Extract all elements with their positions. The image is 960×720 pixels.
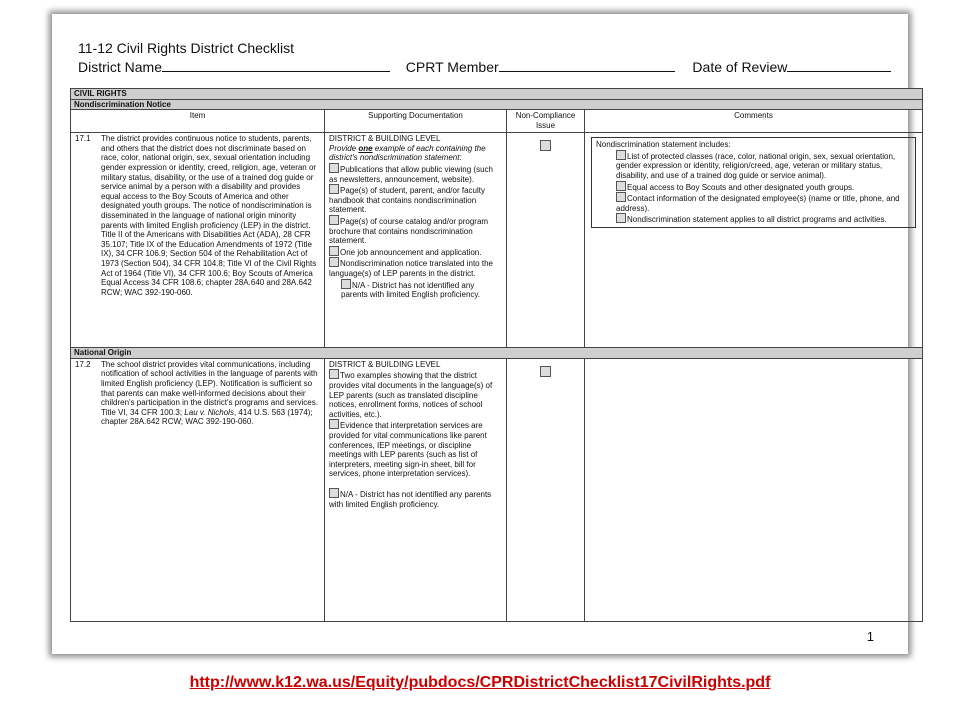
district-name-line[interactable] bbox=[162, 58, 390, 72]
district-name-label: District Name bbox=[78, 59, 163, 75]
checkbox[interactable] bbox=[329, 488, 339, 498]
column-header-noncompliance: Non-Compliance Issue bbox=[507, 110, 585, 133]
doc-item: One job announcement and application. bbox=[329, 246, 502, 258]
item-cell bbox=[71, 133, 325, 348]
header-fields bbox=[78, 58, 868, 75]
subsection-title: Nondiscrimination Notice bbox=[71, 99, 923, 110]
checkbox[interactable] bbox=[329, 246, 339, 256]
item-citation: Title II of the Americans with Disabilities Act (ADA), 28 CFR 35.107; Title IX of the Education Amendments of 1972 (Title IX), 34 CFR 106.9; Section 504 of the Rehabilitation Act of 1973 (Section 504), 34 CFR 104.8; Title VI of the Civil Rights Act of 1964 (Title VI), 34 CFR 100.6; Boy Scouts of America Equal Access 34 CFR 108.6; chapter 28A.640 and 28A.642 RCW; WAC 392-190-060. bbox=[101, 230, 317, 297]
comments-cell bbox=[585, 133, 923, 348]
source-url-link[interactable]: http://www.k12.wa.us/Equity/pubdocs/CPRDistrictChecklist17CivilRights.pdf bbox=[189, 674, 771, 691]
item-number: 17.2 bbox=[75, 359, 91, 369]
document-page bbox=[52, 14, 908, 654]
section-title: CIVIL RIGHTS bbox=[71, 89, 923, 100]
noncompliance-checkbox[interactable] bbox=[540, 366, 551, 377]
checkbox[interactable] bbox=[329, 163, 339, 173]
subsection-header-row bbox=[71, 99, 923, 110]
doc-item: Two examples showing that the district provides vital documents in the language(s) of LEP parents (such as translated discipline notices, enrollment forms, notices of school activities, etc.). bbox=[329, 371, 493, 419]
item-text: The district provides continuous notice to students, parents, and others that the district does not discriminate based on race, color, national origin, sex, sexual orientation including gender expression or identity, creed, religion, age, veteran or military status, disability, or the use of a trained dog guide or service animal by a person with a disability and provides equal access to the Boy Scouts of America and other designated youth groups. The notice of nondiscrimination is disseminated in the language of national origin minority parents with limited English proficiency (LEP) in the district. bbox=[101, 134, 317, 230]
doc-item: Nondiscrimination notice translated into the language(s) of LEP parents in the district. bbox=[329, 259, 493, 278]
checklist-table bbox=[70, 88, 923, 622]
subsection-title: National Origin bbox=[71, 348, 923, 359]
column-header-item: Item bbox=[71, 110, 325, 133]
item-citation: Title VI, 34 CFR 100.3; Lau v. Nichols, 414 U.S. 563 (1974); chapter 28A.642 RCW; WAC 392-190-060. bbox=[101, 407, 313, 427]
cprt-member-label: CPRT Member bbox=[405, 59, 499, 75]
checkbox[interactable] bbox=[329, 184, 339, 194]
comment-box bbox=[591, 137, 916, 228]
checkbox[interactable] bbox=[616, 213, 626, 223]
noncompliance-cell bbox=[507, 133, 585, 348]
checkbox[interactable] bbox=[329, 369, 339, 379]
page-number: 1 bbox=[866, 629, 874, 644]
doc-instructions: Provide one example of each containing the district's nondiscrimination statement: bbox=[329, 143, 486, 163]
doc-item: Evidence that interpretation services are provided for vital communications like parent conferences, IEP meetings, or discipline meetings with LEP parents (such as list of interpreters, meeting sign-in sheet, bill for services, phone interpretation services). bbox=[329, 421, 487, 479]
date-of-review-line[interactable] bbox=[787, 58, 891, 72]
cprt-member-line[interactable] bbox=[499, 58, 675, 72]
comment-item: Contact information of the designated employee(s) (name or title, phone, and address). bbox=[616, 194, 900, 213]
column-header-supporting: Supporting Documentation bbox=[325, 110, 507, 133]
comment-heading: Nondiscrimination statement includes: bbox=[596, 140, 731, 150]
doc-na-item: N/A - District has not identified any parents with limited English proficiency. bbox=[341, 280, 481, 300]
table-row bbox=[71, 358, 923, 621]
noncompliance-checkbox[interactable] bbox=[540, 140, 551, 151]
section-header-row bbox=[71, 89, 923, 100]
column-header-comments: Comments bbox=[585, 110, 923, 133]
supporting-doc-cell bbox=[325, 133, 507, 348]
document-title: 11-12 Civil Rights District Checklist bbox=[78, 40, 295, 56]
doc-item: Page(s) of course catalog and/or program brochure that contains nondiscrimination statement. bbox=[329, 216, 489, 246]
checkbox[interactable] bbox=[329, 215, 339, 225]
noncompliance-cell bbox=[507, 358, 585, 621]
doc-na-item: N/A - District has not identified any parents with limited English proficiency. bbox=[329, 489, 492, 509]
checkbox[interactable] bbox=[329, 257, 339, 267]
item-cell bbox=[71, 358, 325, 621]
doc-level-heading: DISTRICT & BUILDING LEVEL bbox=[329, 359, 441, 369]
checkbox[interactable] bbox=[341, 279, 351, 289]
date-of-review-label: Date of Review bbox=[692, 59, 788, 75]
comment-item: Equal access to Boy Scouts and other designated youth groups. bbox=[596, 181, 911, 193]
checkbox[interactable] bbox=[616, 150, 626, 160]
checkbox[interactable] bbox=[616, 192, 626, 202]
doc-item: Page(s) of student, parent, and/or faculty handbook that contains nondiscrimination statement. bbox=[329, 186, 485, 215]
subsection-header-row bbox=[71, 348, 923, 359]
comment-item: List of protected classes (race, color, national origin, sex, sexual orientation, gender expression or identity, religion/creed, age, veteran or military status, disability, and use of a trained dog guide or service animal). bbox=[616, 151, 896, 180]
comments-cell[interactable] bbox=[585, 358, 923, 621]
supporting-doc-cell bbox=[325, 358, 507, 621]
item-number: 17.1 bbox=[75, 134, 91, 144]
checkbox[interactable] bbox=[329, 419, 339, 429]
doc-level-heading: DISTRICT & BUILDING LEVEL bbox=[329, 134, 441, 144]
table-row bbox=[71, 133, 923, 348]
checkbox[interactable] bbox=[616, 181, 626, 191]
item-text: The school district provides vital communications, including notification of school activities in the language of parents with limited English proficiency (LEP). Notification is sufficient so that parents can make well-informed decisions about their children's participation in the district's programs and services. bbox=[101, 359, 318, 408]
doc-item: Publications that allow public viewing (such as newsletters, announcement, website). bbox=[329, 164, 493, 184]
comment-item: Nondiscrimination statement applies to all district programs and activities. bbox=[596, 213, 911, 225]
column-header-row bbox=[71, 110, 923, 133]
